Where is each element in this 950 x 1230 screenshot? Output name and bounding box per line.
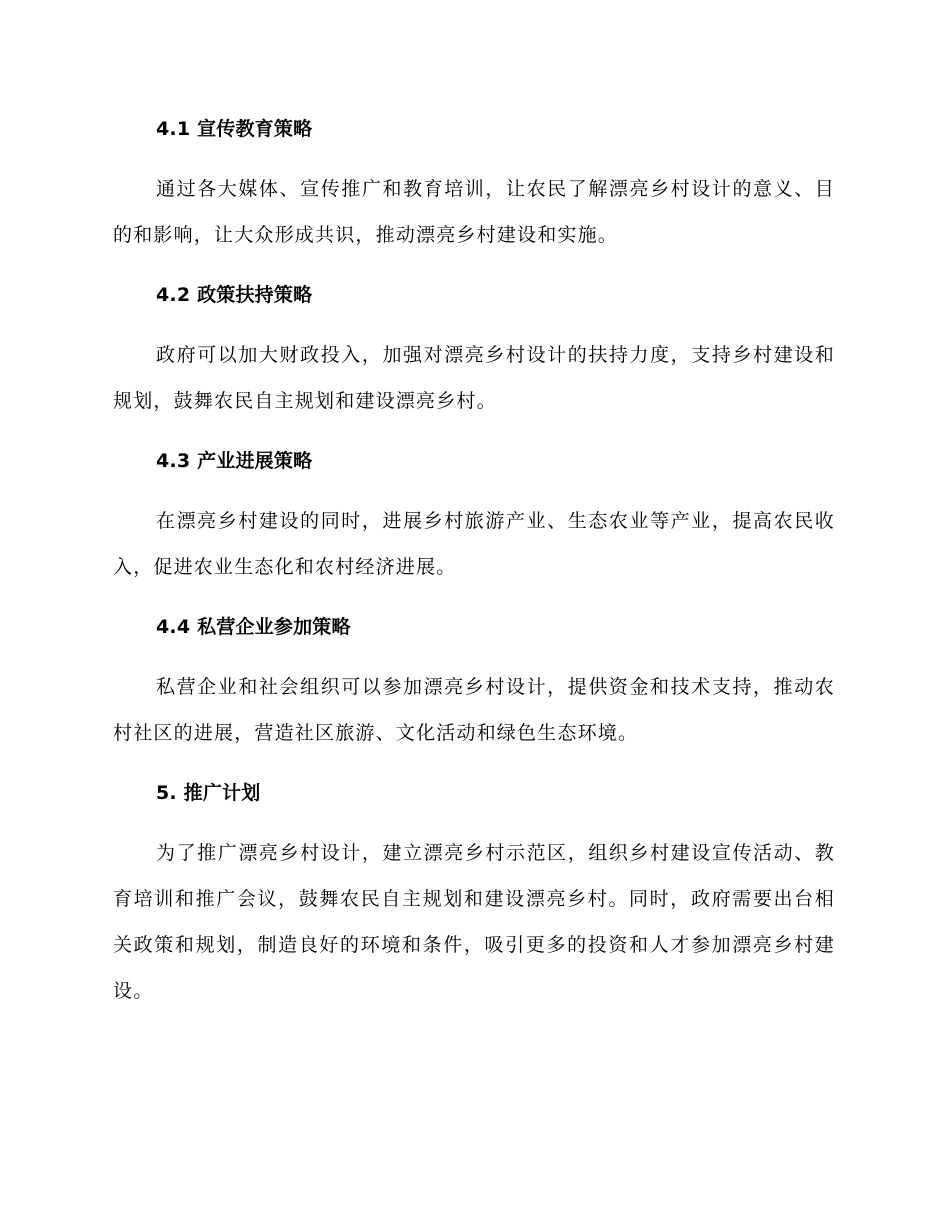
section-heading-4-2: 4.2 政策扶持策略 (156, 284, 313, 306)
section-heading-4-1: 4.1 宣传教育策略 (156, 118, 313, 140)
section-heading-4-4: 4.4 私营企业参加策略 (156, 616, 351, 638)
section-body-5: 为了推广漂亮乡村设计，建立漂亮乡村示范区，组织乡村建设宣传活动、教育培训和推广会议，鼓舞农民自主规划和建设漂亮乡村。同时，政府需要出台相关政策和规划，制造良好的环境和条件，吸引更多的投资和人才参加漂亮乡村建设。 (113, 842, 835, 1002)
document-content (113, 106, 835, 1014)
section-heading-5: 5. 推广计划 (156, 782, 261, 804)
section-body-4-4: 私营企业和社会组织可以参加漂亮乡村设计，提供资金和技术支持，推动农村社区的进展，营造社区旅游、文化活动和绿色生态环境。 (113, 676, 835, 744)
section-body-4-3: 在漂亮乡村建设的同时，进展乡村旅游产业、生态农业等产业，提高农民收入，促进农业生态化和农村经济进展。 (113, 510, 835, 578)
section-body-4-2: 政府可以加大财政投入，加强对漂亮乡村设计的扶持力度，支持乡村建设和规划，鼓舞农民自主规划和建设漂亮乡村。 (113, 344, 835, 412)
section-heading-4-3: 4.3 产业进展策略 (156, 450, 313, 472)
section-body-4-1: 通过各大媒体、宣传推广和教育培训，让农民了解漂亮乡村设计的意义、目的和影响，让大众形成共识，推动漂亮乡村建设和实施。 (113, 178, 835, 246)
